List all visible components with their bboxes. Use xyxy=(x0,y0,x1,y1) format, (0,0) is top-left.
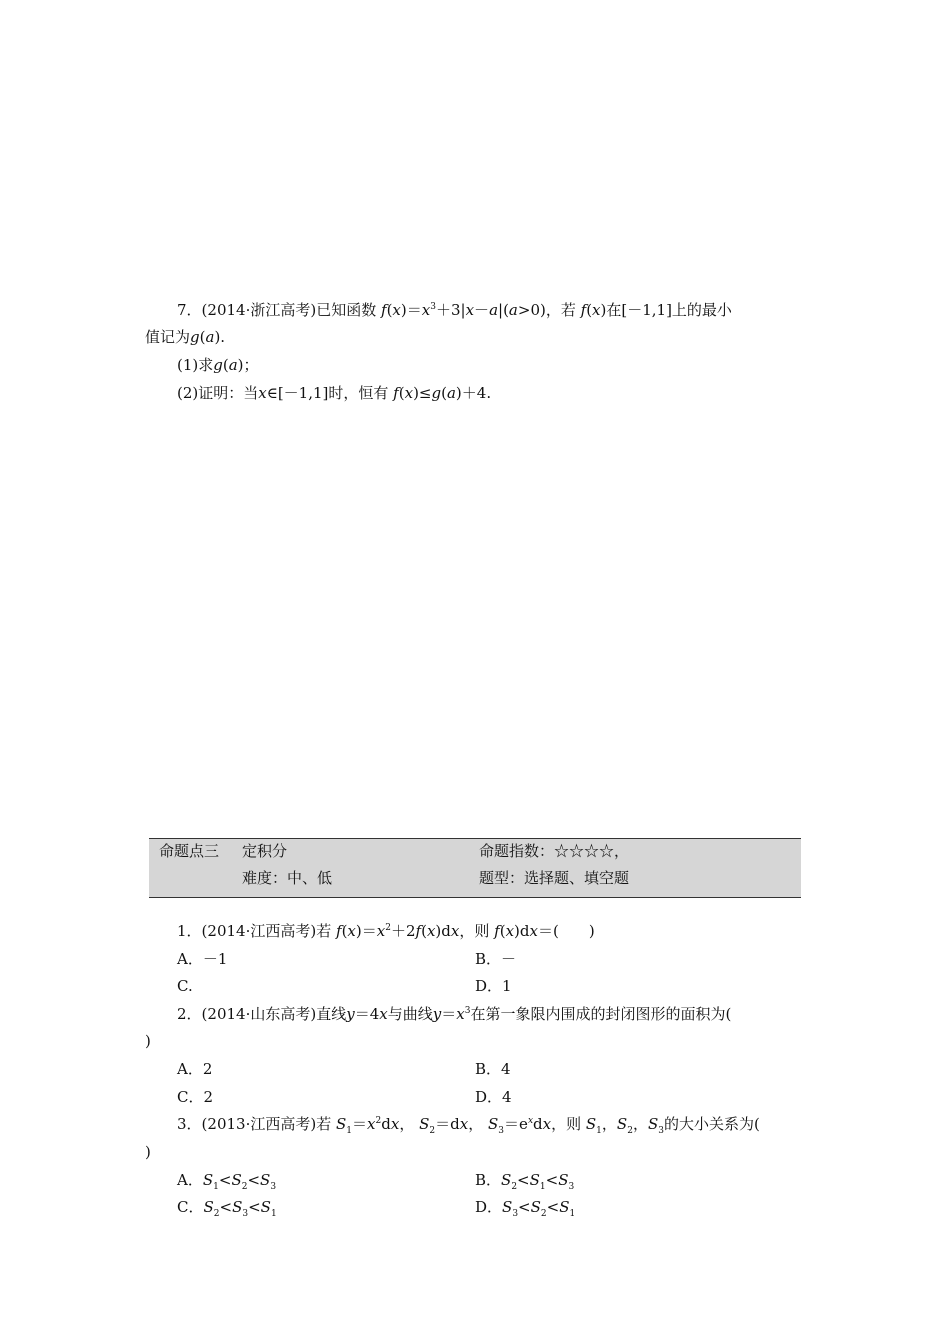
topic-banner xyxy=(149,838,801,898)
banner-label: 命题点三 xyxy=(159,842,220,860)
q3-option-c: C．$S_2<S_3<S_1$ xyxy=(177,1198,277,1219)
q1-option-b: B．－ xyxy=(475,950,517,968)
q7-part2: (2)证明：当x∈[－1,1]时，恒有 f(x)≤g(a)＋4. xyxy=(177,384,492,402)
banner-index: 命题指数：☆☆☆☆， xyxy=(479,842,630,860)
banner-type: 题型：选择题、填空题 xyxy=(479,869,630,887)
banner-topic: 定积分 xyxy=(242,842,288,860)
q1-option-a: A．－1 xyxy=(177,950,228,968)
q2-option-d: D．4 xyxy=(475,1088,512,1106)
q3-option-d: D．$S_3<S_2<S_1$ xyxy=(475,1198,576,1219)
banner-difficulty: 难度：中、低 xyxy=(242,869,333,887)
q2-close: ) xyxy=(145,1032,151,1050)
q1-option-c: C. xyxy=(177,977,193,995)
q7-line2: 值记为g(a). xyxy=(145,328,226,346)
q2-option-b: B．4 xyxy=(475,1060,511,1078)
q3-close: ) xyxy=(145,1143,151,1161)
q1-option-d: D．1 xyxy=(475,977,512,995)
q2-stem: 2．(2014·山东高考)直线y＝4x与曲线$y=x^3$在第一象限内围成的封闭图形的面积为( xyxy=(177,1005,732,1023)
q7-line1: 7．(2014·浙江高考)已知函数 $f(x)=x^3+3|x-a|(a>0)$，若 f(x)在[－1,1]上的最小 xyxy=(177,301,732,319)
q2-option-c: C．2 xyxy=(177,1088,214,1106)
q1-stem: 1．(2014·江西高考)若 $f(x)=x^2+2f(x)dx$，则 f(x)dx＝( ) xyxy=(177,922,595,940)
q7-part1: (1)求g(a)； xyxy=(177,356,259,374)
q2-option-a: A．2 xyxy=(177,1060,213,1078)
q3-option-a: A．$S_1<S_2<S_3$ xyxy=(177,1171,277,1192)
q3-option-b: B．$S_2<S_1<S_3$ xyxy=(475,1171,575,1192)
q3-stem: 3．(2013·江西高考)若 $S_1=x^2dx$， $S_2=dx$， $S_3=e^xdx$，则 $S_1$，$S_2$，$S_3$的大小关系为( xyxy=(177,1115,760,1136)
